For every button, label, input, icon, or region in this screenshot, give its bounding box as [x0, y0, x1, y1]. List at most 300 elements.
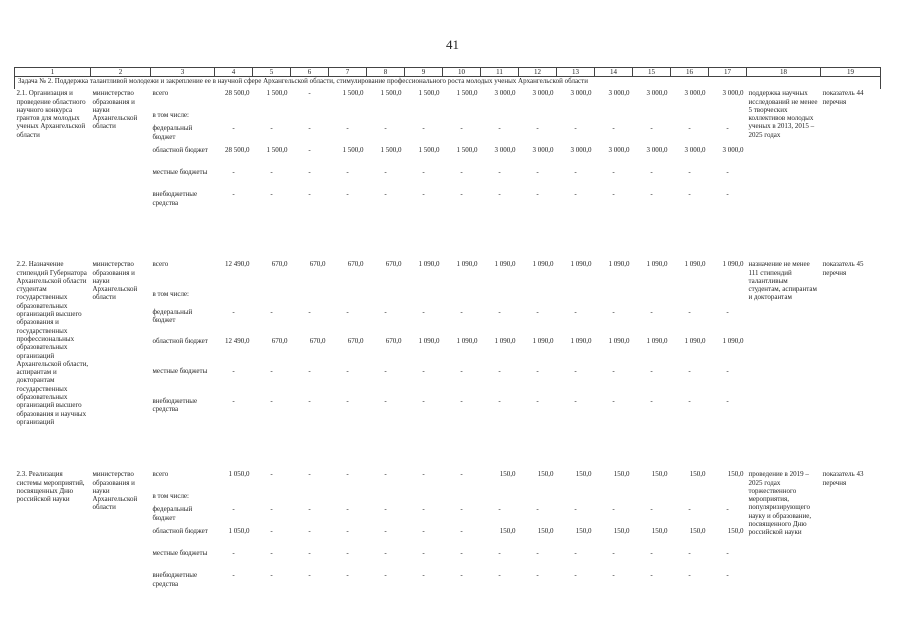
activity-name: 2.1. Организация и проведение областного научного конкурса грантов для молодых ученых Архангельской области: [16, 89, 86, 139]
funding-source: областной бюджет: [152, 527, 208, 536]
value-cell: 1 500,0: [456, 89, 478, 98]
funding-source: местные бюджеты: [152, 549, 208, 558]
value-cell: [253, 492, 291, 505]
value-cell: -: [308, 168, 311, 177]
funding-source: федеральный бюджет: [152, 307, 193, 324]
value-cell: [367, 290, 405, 308]
value-cell: -: [308, 470, 311, 479]
value-cell: -: [384, 527, 387, 536]
value-cell: -: [460, 470, 463, 479]
value-cell: -: [536, 190, 539, 199]
value-cell: -: [384, 366, 387, 375]
value-cell: 150,0: [537, 470, 554, 479]
executor: министерство образования и науки Архангельской области: [92, 260, 138, 302]
value-cell: -: [460, 366, 463, 375]
column-number-16: 16: [671, 68, 709, 77]
value-cell: -: [650, 505, 653, 514]
value-cell: -: [726, 190, 729, 199]
value-cell: -: [308, 571, 311, 580]
value-cell: -: [688, 505, 691, 514]
value-cell: 670,0: [271, 337, 288, 346]
value-cell: -: [460, 549, 463, 558]
value-cell: -: [536, 505, 539, 514]
value-cell: -: [688, 396, 691, 405]
value-cell: -: [308, 366, 311, 375]
value-cell: [671, 290, 709, 308]
value-cell: -: [498, 190, 501, 199]
value-cell: [405, 492, 443, 505]
value-cell: [291, 111, 329, 124]
value-cell: -: [688, 190, 691, 199]
value-cell: -: [612, 549, 615, 558]
value-cell: [595, 290, 633, 308]
value-cell: -: [574, 124, 577, 133]
value-cell: -: [346, 527, 349, 536]
value-cell: -: [346, 307, 349, 316]
value-cell: -: [232, 190, 235, 199]
value-cell: -: [612, 168, 615, 177]
value-cell: -: [498, 124, 501, 133]
value-cell: -: [422, 396, 425, 405]
value-cell: 3 000,0: [722, 146, 744, 155]
value-cell: 1 050,0: [228, 527, 250, 536]
value-cell: 150,0: [537, 527, 554, 536]
value-cell: -: [384, 505, 387, 514]
value-cell: 1 090,0: [494, 337, 516, 346]
value-cell: 1 090,0: [684, 337, 706, 346]
value-cell: [443, 290, 481, 308]
value-cell: -: [422, 549, 425, 558]
value-cell: [709, 111, 747, 124]
column-number-4: 4: [215, 68, 253, 77]
value-cell: [253, 111, 291, 124]
value-cell: -: [422, 470, 425, 479]
value-cell: -: [422, 124, 425, 133]
value-cell: -: [346, 505, 349, 514]
value-cell: 3 000,0: [494, 146, 516, 155]
value-cell: 150,0: [613, 470, 630, 479]
value-cell: -: [422, 571, 425, 580]
value-cell: -: [422, 366, 425, 375]
value-cell: 670,0: [347, 337, 364, 346]
value-cell: -: [726, 307, 729, 316]
value-cell: -: [612, 396, 615, 405]
value-cell: [405, 290, 443, 308]
value-cell: -: [688, 168, 691, 177]
value-cell: 3 000,0: [684, 146, 706, 155]
value-cell: -: [688, 366, 691, 375]
value-cell: -: [346, 549, 349, 558]
value-cell: 1 090,0: [532, 337, 554, 346]
value-cell: -: [422, 168, 425, 177]
value-cell: -: [270, 505, 273, 514]
spacer: [15, 426, 881, 470]
value-cell: -: [270, 527, 273, 536]
funding-source: всего: [152, 470, 169, 479]
task-title: Задача № 2. Поддержка талантливой молодежи и закрепление ее в научной сфере Архангельской области, стимулирование профессионального роста молодых ученых Архангельской области: [15, 77, 881, 90]
value-cell: -: [460, 527, 463, 536]
value-cell: 150,0: [651, 470, 668, 479]
value-cell: 1 090,0: [570, 260, 592, 269]
value-cell: -: [308, 549, 311, 558]
executor: министерство образования и науки Архангельской области: [92, 470, 138, 512]
value-cell: 3 000,0: [722, 89, 744, 98]
value-cell: 3 000,0: [532, 89, 554, 98]
value-cell: -: [612, 190, 615, 199]
value-cell: [519, 492, 557, 505]
value-cell: -: [346, 571, 349, 580]
value-cell: [633, 111, 671, 124]
value-cell: -: [232, 571, 235, 580]
value-cell: 1 500,0: [380, 146, 402, 155]
value-cell: 1 090,0: [646, 260, 668, 269]
value-cell: -: [460, 505, 463, 514]
funding-source: внебюджетные средства: [152, 190, 198, 207]
value-cell: [291, 492, 329, 505]
value-cell: -: [688, 307, 691, 316]
value-cell: -: [270, 124, 273, 133]
value-cell: -: [498, 549, 501, 558]
program-table: [14, 67, 881, 593]
value-cell: 150,0: [689, 527, 706, 536]
value-cell: 3 000,0: [646, 146, 668, 155]
value-cell: 1 090,0: [494, 260, 516, 269]
table-row: [15, 260, 881, 290]
column-number-6: 6: [291, 68, 329, 77]
value-cell: 1 500,0: [266, 89, 288, 98]
value-cell: -: [384, 307, 387, 316]
value-cell: -: [726, 124, 729, 133]
value-cell: -: [726, 396, 729, 405]
funding-source: в том числе:: [152, 289, 189, 298]
expected-result: поддержка научных исследований не менее 5 творческих коллективов молодых ученых в 2013, 2015 – 2025 годах: [748, 89, 818, 139]
page-number: 41: [446, 37, 459, 52]
section-gap: [15, 212, 881, 260]
value-cell: [633, 290, 671, 308]
value-cell: -: [536, 396, 539, 405]
value-cell: -: [650, 549, 653, 558]
value-cell: -: [384, 549, 387, 558]
value-cell: -: [308, 146, 311, 155]
value-cell: -: [384, 571, 387, 580]
value-cell: 3 000,0: [570, 89, 592, 98]
value-cell: -: [726, 549, 729, 558]
value-cell: [291, 290, 329, 308]
value-cell: 670,0: [271, 260, 288, 269]
value-cell: 28 500,0: [225, 89, 250, 98]
value-cell: 670,0: [309, 260, 326, 269]
value-cell: [405, 111, 443, 124]
value-cell: -: [650, 190, 653, 199]
value-cell: -: [422, 190, 425, 199]
value-cell: -: [232, 168, 235, 177]
column-number-17: 17: [709, 68, 747, 77]
funding-source: в том числе:: [152, 492, 189, 501]
value-cell: 1 090,0: [570, 337, 592, 346]
value-cell: -: [232, 549, 235, 558]
value-cell: 1 500,0: [342, 89, 364, 98]
value-cell: -: [650, 366, 653, 375]
value-cell: -: [574, 396, 577, 405]
value-cell: [671, 492, 709, 505]
column-number-7: 7: [329, 68, 367, 77]
value-cell: 670,0: [385, 337, 402, 346]
executor: министерство образования и науки Архангельской области: [92, 89, 138, 131]
column-number-9: 9: [405, 68, 443, 77]
value-cell: -: [460, 396, 463, 405]
program-table-frame: [14, 67, 878, 593]
value-cell: -: [270, 307, 273, 316]
value-cell: -: [574, 168, 577, 177]
value-cell: -: [308, 190, 311, 199]
value-cell: 12 490,0: [225, 337, 250, 346]
value-cell: [215, 290, 253, 308]
value-cell: -: [460, 307, 463, 316]
value-cell: -: [460, 124, 463, 133]
value-cell: -: [422, 307, 425, 316]
value-cell: -: [308, 89, 311, 98]
value-cell: -: [422, 527, 425, 536]
value-cell: -: [574, 571, 577, 580]
value-cell: 1 090,0: [532, 260, 554, 269]
value-cell: -: [346, 470, 349, 479]
value-cell: 3 000,0: [646, 89, 668, 98]
value-cell: [481, 111, 519, 124]
indicator-reference: показатель 45 перечня: [822, 260, 864, 277]
column-number-18: 18: [747, 68, 821, 77]
expected-result: назначение не менее 111 стипендий талантливым студентам, аспирантам и докторантам: [748, 260, 817, 302]
value-cell: 670,0: [385, 260, 402, 269]
value-cell: 670,0: [309, 337, 326, 346]
value-cell: [215, 111, 253, 124]
column-number-13: 13: [557, 68, 595, 77]
table-row: [15, 470, 881, 492]
value-cell: 1 090,0: [608, 337, 630, 346]
value-cell: 1 090,0: [418, 337, 440, 346]
value-cell: 3 000,0: [494, 89, 516, 98]
task-row: [15, 77, 881, 90]
value-cell: [329, 111, 367, 124]
value-cell: -: [270, 470, 273, 479]
value-cell: 150,0: [651, 527, 668, 536]
value-cell: -: [612, 124, 615, 133]
value-cell: -: [726, 168, 729, 177]
column-number-8: 8: [367, 68, 405, 77]
funding-source: внебюджетные средства: [152, 396, 198, 413]
value-cell: -: [346, 124, 349, 133]
value-cell: -: [346, 396, 349, 405]
value-cell: -: [498, 307, 501, 316]
value-cell: -: [612, 366, 615, 375]
value-cell: 150,0: [575, 470, 592, 479]
value-cell: -: [498, 396, 501, 405]
value-cell: -: [650, 571, 653, 580]
value-cell: 1 500,0: [418, 89, 440, 98]
value-cell: -: [384, 190, 387, 199]
value-cell: 12 490,0: [225, 260, 250, 269]
funding-source: областной бюджет: [152, 337, 208, 346]
value-cell: -: [384, 124, 387, 133]
value-cell: -: [536, 307, 539, 316]
value-cell: 670,0: [347, 260, 364, 269]
value-cell: -: [498, 366, 501, 375]
value-cell: 150,0: [499, 527, 516, 536]
value-cell: -: [650, 307, 653, 316]
value-cell: -: [308, 527, 311, 536]
value-cell: -: [574, 549, 577, 558]
value-cell: -: [688, 124, 691, 133]
value-cell: -: [384, 168, 387, 177]
value-cell: -: [498, 168, 501, 177]
value-cell: [481, 290, 519, 308]
column-number-3: 3: [151, 68, 215, 77]
value-cell: -: [536, 168, 539, 177]
value-cell: -: [536, 571, 539, 580]
value-cell: -: [460, 190, 463, 199]
value-cell: [709, 492, 747, 505]
value-cell: -: [498, 505, 501, 514]
expected-result: проведение в 2019 – 2025 годах торжественного мероприятия, популяризирующего науку и образование, посвященного Дню российской науки: [748, 470, 812, 537]
value-cell: 1 090,0: [684, 260, 706, 269]
value-cell: -: [232, 124, 235, 133]
value-cell: 1 090,0: [418, 260, 440, 269]
value-cell: 3 000,0: [608, 146, 630, 155]
value-cell: [595, 492, 633, 505]
funding-source: федеральный бюджет: [152, 124, 193, 141]
value-cell: 150,0: [689, 470, 706, 479]
value-cell: 150,0: [727, 470, 744, 479]
value-cell: 1 090,0: [722, 260, 744, 269]
value-cell: [557, 111, 595, 124]
value-cell: 1 090,0: [456, 337, 478, 346]
column-number-2: 2: [91, 68, 151, 77]
value-cell: [557, 290, 595, 308]
value-cell: -: [536, 124, 539, 133]
value-cell: -: [232, 307, 235, 316]
value-cell: -: [498, 571, 501, 580]
funding-source: местные бюджеты: [152, 366, 208, 375]
value-cell: [481, 492, 519, 505]
value-cell: -: [460, 168, 463, 177]
indicator-reference: показатель 43 перечня: [822, 470, 864, 487]
activity-name: 2.2. Назначение стипендий Губернатора Архангельской области студентам государственных образовательных организаций высшего образования и государственных профессиональных образовательных организаций Архангельской области, аспирантам и докторантам государственных образовательных организаций высшего образования и научных организаций: [16, 260, 89, 426]
value-cell: -: [308, 396, 311, 405]
value-cell: [519, 111, 557, 124]
spacer: [15, 212, 881, 260]
value-cell: 150,0: [727, 527, 744, 536]
value-cell: -: [650, 124, 653, 133]
value-cell: [367, 492, 405, 505]
funding-source: областной бюджет: [152, 146, 208, 155]
value-cell: -: [650, 168, 653, 177]
value-cell: -: [270, 366, 273, 375]
section-gap: [15, 426, 881, 470]
value-cell: 3 000,0: [532, 146, 554, 155]
funding-source: в том числе:: [152, 111, 189, 120]
value-cell: [367, 111, 405, 124]
value-cell: -: [384, 396, 387, 405]
value-cell: -: [232, 396, 235, 405]
value-cell: -: [308, 307, 311, 316]
funding-source: внебюджетные средства: [152, 571, 198, 588]
value-cell: -: [536, 366, 539, 375]
value-cell: -: [270, 168, 273, 177]
column-number-11: 11: [481, 68, 519, 77]
value-cell: 150,0: [499, 470, 516, 479]
value-cell: [443, 492, 481, 505]
value-cell: 3 000,0: [570, 146, 592, 155]
value-cell: 1 500,0: [342, 146, 364, 155]
column-number-12: 12: [519, 68, 557, 77]
value-cell: 1 050,0: [228, 470, 250, 479]
value-cell: 150,0: [613, 527, 630, 536]
value-cell: 1 090,0: [646, 337, 668, 346]
table-row: [15, 89, 881, 111]
value-cell: [519, 290, 557, 308]
value-cell: -: [270, 549, 273, 558]
value-cell: [253, 290, 291, 308]
value-cell: [329, 492, 367, 505]
column-number-15: 15: [633, 68, 671, 77]
column-number-10: 10: [443, 68, 481, 77]
value-cell: -: [612, 571, 615, 580]
value-cell: [215, 492, 253, 505]
value-cell: 1 090,0: [608, 260, 630, 269]
value-cell: -: [688, 571, 691, 580]
value-cell: 150,0: [575, 527, 592, 536]
value-cell: -: [612, 307, 615, 316]
value-cell: 1 500,0: [266, 146, 288, 155]
value-cell: [443, 111, 481, 124]
funding-source: местные бюджеты: [152, 168, 208, 177]
value-cell: -: [346, 190, 349, 199]
value-cell: -: [688, 549, 691, 558]
funding-source: всего: [152, 89, 169, 98]
value-cell: -: [308, 505, 311, 514]
indicator-reference: показатель 44 перечня: [822, 89, 864, 106]
column-number-19: 19: [821, 68, 881, 77]
value-cell: -: [270, 190, 273, 199]
value-cell: -: [346, 168, 349, 177]
column-number-5: 5: [253, 68, 291, 77]
value-cell: -: [726, 505, 729, 514]
value-cell: -: [726, 366, 729, 375]
value-cell: -: [232, 366, 235, 375]
value-cell: -: [574, 190, 577, 199]
value-cell: [557, 492, 595, 505]
value-cell: -: [536, 549, 539, 558]
value-cell: [329, 290, 367, 308]
value-cell: 1 500,0: [380, 89, 402, 98]
activity-name: 2.3. Реализация системы мероприятий, посвященных Дню российской науки: [16, 470, 85, 504]
value-cell: [709, 290, 747, 308]
value-cell: 3 000,0: [608, 89, 630, 98]
value-cell: -: [574, 366, 577, 375]
value-cell: -: [574, 307, 577, 316]
value-cell: 1 090,0: [456, 260, 478, 269]
value-cell: [671, 111, 709, 124]
table-body: [15, 89, 881, 593]
value-cell: -: [650, 396, 653, 405]
value-cell: -: [726, 571, 729, 580]
value-cell: -: [270, 396, 273, 405]
funding-source: федеральный бюджет: [152, 505, 193, 522]
value-cell: 28 500,0: [225, 146, 250, 155]
column-number-1: 1: [15, 68, 91, 77]
value-cell: -: [574, 505, 577, 514]
value-cell: 1 500,0: [456, 146, 478, 155]
value-cell: 1 090,0: [722, 337, 744, 346]
